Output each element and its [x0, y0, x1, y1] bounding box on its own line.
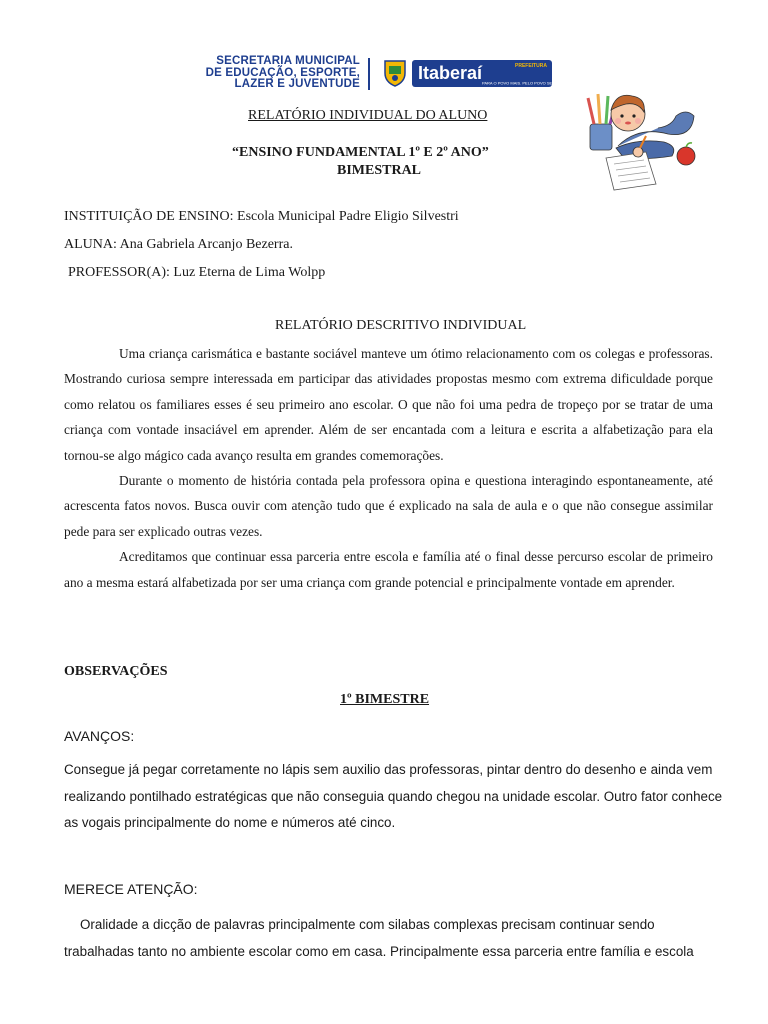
attention-label: MERECE ATENÇÃO: [64, 881, 198, 897]
bimester-heading: 1º BIMESTRE [340, 692, 430, 707]
logo-divider [368, 58, 370, 90]
observations-heading: OBSERVAÇÕES [64, 664, 168, 679]
report-period: BIMESTRAL [337, 163, 422, 178]
advances-text: Consegue já pegar corretamente no lápis sem auxilio das professoras, pintar dentro do desenho e ainda vem realizando pontilhado estratégicas que não conseguia quando chegou na unidade escolar. Outro fator conhece as vogais principalmente do nome e números até cinco. [64, 762, 723, 830]
education-level: “ENSINO FUNDAMENTAL 1º E 2º ANO” [232, 145, 489, 160]
teacher-line: PROFESSOR(A): Luz Eterna de Lima Wolpp [68, 265, 326, 280]
report-heading: RELATÓRIO DESCRITIVO INDIVIDUAL [275, 318, 527, 333]
advances-label: AVANÇOS: [64, 728, 135, 744]
city-crest-icon [383, 59, 407, 87]
attention-text: Oralidade a dicção de palavras principalmente com silabas complexas precisam continuar sendo trabalhadas tanto no ambiente escolar como em casa. Principalmente essa parceria entre família e escola [64, 917, 694, 959]
city-name: Itaberaí [418, 63, 483, 83]
header-logos [188, 55, 565, 92]
prefeitura-label: PREFEITURA [515, 63, 547, 69]
child-writing-illustration [568, 86, 700, 192]
report-paragraph: Durante o momento de história contada pela professora opina e questiona interagindo espontaneamente, até acrescenta fatos novos. Busca ouvir com atenção tudo que é explicado na sala de aula e o que não consegue assimilar pede para ser explicado outras vezes. [64, 473, 713, 539]
report-paragraph: Acreditamos que continuar essa parceria entre escola e família até o final desse percurso escolar de primeiro ano a mesma estará alfabetizada por ser uma criança com grande potencial e principalmente vontade em aprender. [64, 549, 713, 590]
city-slogan: PARA O POVO MAIS. PELO POVO SEMPRE. [482, 80, 565, 86]
report-title: RELATÓRIO INDIVIDUAL DO ALUNO [248, 108, 488, 123]
report-paragraph: Uma criança carismática e bastante sociável manteve um ótimo relacionamento com os colegas e professoras. Mostrando curiosa sempre interessada em participar das atividades propostas mesmo com extrema dificuldade porque como relatou os familiares esses é seu primeiro ano escolar. O que não foi uma pedra de tropeço por se tratar de uma criança com vontade insaciável em aprender. Além de ser encantada com a leitura e escrita a alfabetização para ela tornou-se algo mágico cada avanço resulta em grandes comemorações. [64, 346, 713, 463]
secretaria-logo-text: SECRETARIA MUNICIPAL DE EDUCAÇÃO, ESPORTE, LAZER E JUVENTUDE [205, 55, 360, 90]
student-line: ALUNA: Ana Gabriela Arcanjo Bezerra. [64, 237, 293, 252]
institution-line: INSTITUIÇÃO DE ENSINO: Escola Municipal Padre Eligio Silvestri [64, 209, 459, 224]
itaberai-logo [412, 60, 565, 87]
report-body [64, 341, 713, 595]
